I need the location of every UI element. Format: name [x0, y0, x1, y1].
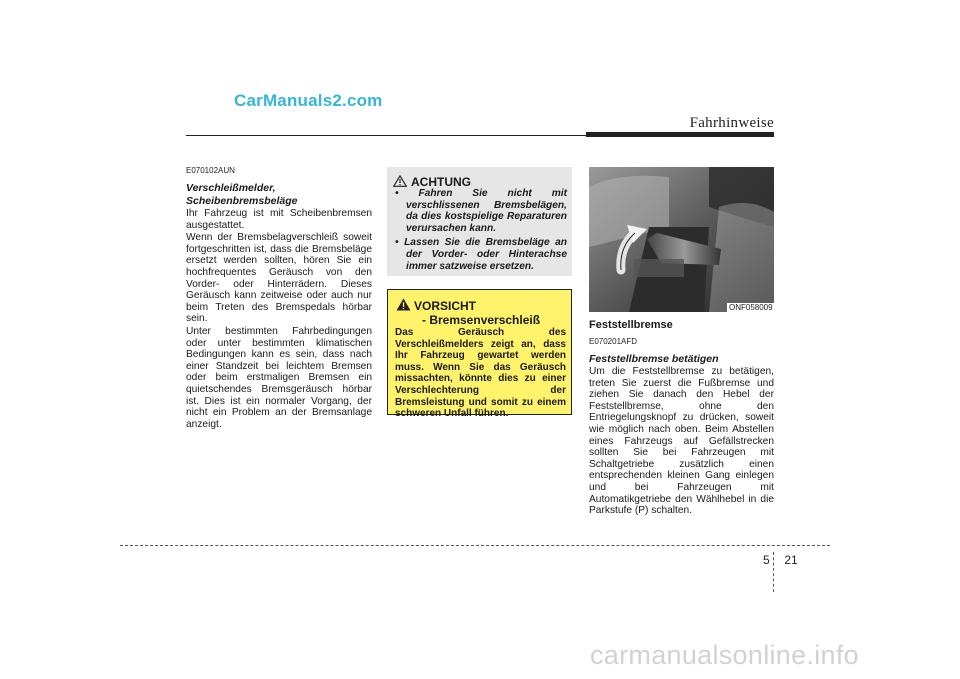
- chapter-number: 5: [763, 553, 770, 567]
- vorsicht-title: VORSICHT: [414, 299, 477, 313]
- achtung-item-2: • Lassen Sie die Bremsbeläge an der Vorder- oder Hinterachse immer satzweise ersetzen.: [395, 237, 567, 272]
- paragraph-2: Wenn der Bremsbelagverschleiß soweit fortgeschritten ist, dass die Bremsbeläge ersetzt werden sollten, hören Sie ein hochfrequentes Geräusch von den Vorder- oder Hinterrädern. Dieses Geräusch kann zeitweise oder auch nur beim Treten des Bremspedals hörbar sein.: [186, 232, 372, 325]
- page-number-value: 21: [784, 553, 798, 567]
- watermark-logo-top[interactable]: CarManuals2.com: [234, 91, 383, 110]
- column-brake-wear: [186, 166, 372, 431]
- photo-reference-code: ONF058009: [729, 303, 773, 312]
- paragraph-1: Ihr Fahrzeug ist mit Scheibenbremsen ausgestattet.: [186, 208, 372, 231]
- vorsicht-body: Das Geräusch des Verschleißmelders zeigt an, dass Ihr Fahrzeug gewartet werden muss. Wenn Sie das Geräusch missachten, könnte dies zu einer Verschlechterung der Bremsleistung und somit zu einem schweren Unfall führen.: [395, 327, 566, 420]
- footer-rule: [120, 545, 830, 546]
- achtung-list: [395, 188, 567, 275]
- vorsicht-box: [387, 289, 572, 420]
- page-number: [763, 553, 798, 567]
- achtung-item-1: • Fahren Sie nicht mit verschlissenen Bremsbelägen, da dies kostspielige Reparaturen verursachen kann.: [395, 188, 567, 234]
- achtung-box: [387, 167, 572, 276]
- reference-code: E070201AFD: [589, 337, 638, 346]
- section-title: Fahrhinweise: [689, 115, 774, 131]
- warning-triangle-icon: [393, 175, 407, 187]
- column-parking-brake: [589, 319, 774, 518]
- watermark-logo-bottom[interactable]: carmanualsonline.info: [590, 640, 859, 670]
- section-heading: Feststellbremse: [589, 319, 673, 331]
- header-rule-thin: [186, 135, 586, 136]
- warning-triangle-icon: [396, 298, 411, 311]
- header-rule-thick: [586, 132, 774, 137]
- achtung-title: ACHTUNG: [411, 175, 471, 189]
- paragraph-3: Unter bestimmten Fahrbedingungen oder unter bestimmten klimatischen Bedingungen kann es sein, dass nach einer Standzeit bei leichtem Bremsen oder beim erstmaligen Bremsen ein quietschendes Bremsgeräusch hörbar ist. Dies ist ein normaler Vorgang, der nicht ein Problem an der Bremsanlage anzeigt.: [186, 325, 372, 430]
- paragraph-1: Um die Feststellbremse zu betätigen, treten Sie zuerst die Fußbremse und ziehen Sie danach den Hebel der Feststellbremse, ohne den Entriegelungsknopf zu drücken, soweit wie möglich nach oben. Beim Abstellen eines Fahrzeugs auf Gefällstrecken sollten Sie bei Fahrzeugen mit Schaltgetriebe zusätzlich einen entsprechenden kleinen Gang einlegen und bei Fahrzeugen mit Automatikgetriebe den Wählhebel in die Parkstufe (P) schalten.: [589, 366, 774, 517]
- parking-brake-photo: [589, 167, 774, 312]
- subheading-line1: Verschleißmelder,: [186, 182, 276, 194]
- reference-code: E070102AUN: [186, 166, 235, 175]
- subheading: Feststellbremse betätigen: [589, 353, 719, 365]
- subheading-line2: Scheibenbremsbeläge: [186, 195, 298, 207]
- vorsicht-subtitle: - Bremsenverschleiß: [422, 313, 541, 327]
